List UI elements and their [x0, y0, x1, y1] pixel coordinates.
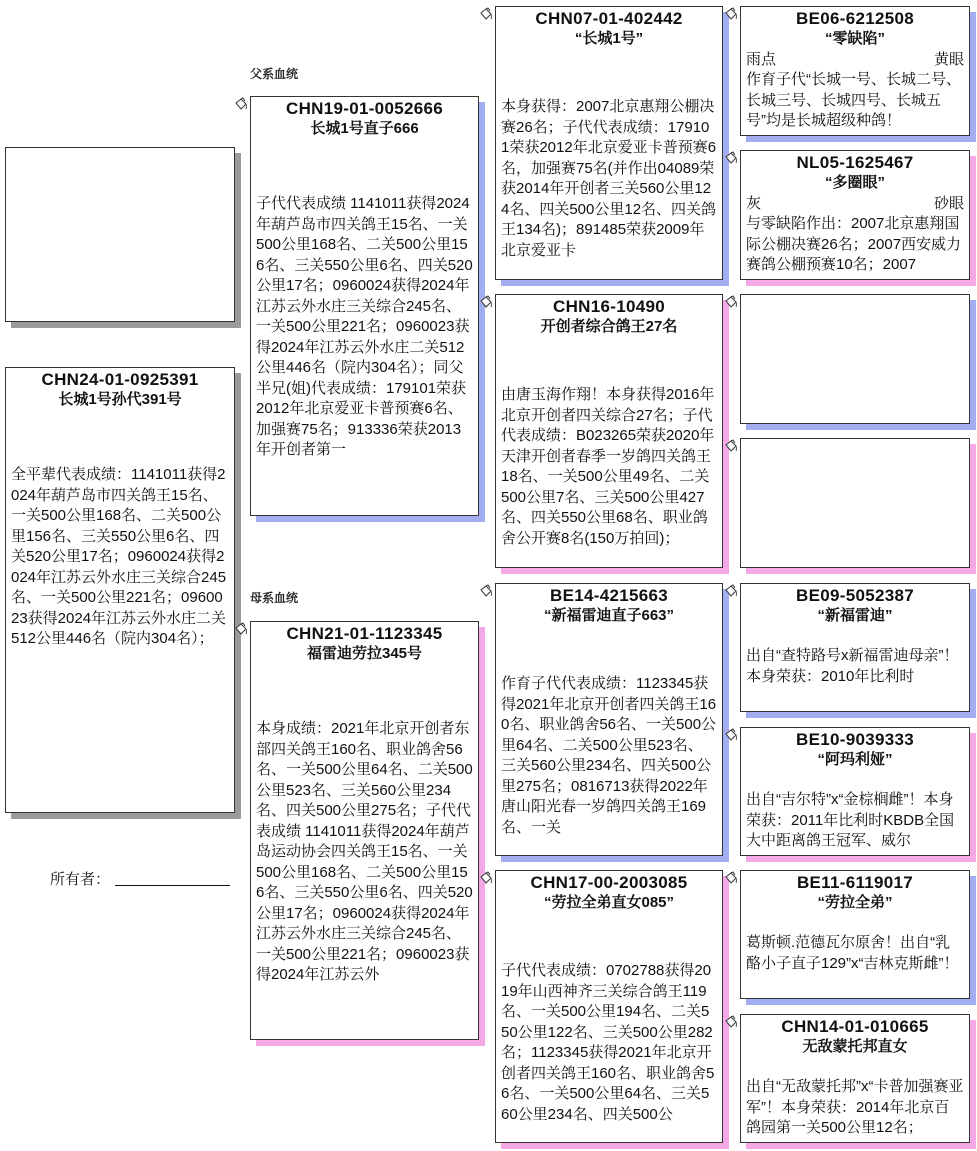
- pigeon-card-sds[interactable]: [740, 294, 970, 424]
- pigeon-description: 葛斯顿.范德瓦尔原舍！出自“乳酪小子直子129”x“吉林克斯雌”！: [746, 934, 959, 972]
- pigeon-name: “多圈眼”: [824, 174, 885, 191]
- pigeon-card-sire[interactable]: [250, 96, 479, 516]
- pigeon-card-subject[interactable]: [5, 367, 235, 813]
- paint-bucket-icon[interactable]: [479, 584, 493, 598]
- pigeon-card-ddd[interactable]: [740, 1014, 970, 1143]
- pigeon-name: “劳拉全弟直女085”: [543, 894, 675, 911]
- ring-number: CHN17-00-2003085: [530, 873, 688, 892]
- paint-bucket-icon[interactable]: [724, 728, 738, 742]
- ring-number: CHN14-01-010665: [781, 1017, 929, 1036]
- pigeon-name: “长城1号”: [574, 30, 644, 47]
- pigeon-name: 福雷迪劳拉345号: [306, 645, 423, 662]
- ring-number: BE14-4215663: [550, 586, 668, 605]
- pigeon-color: 雨点: [746, 51, 777, 68]
- pigeon-description: 子代代表成绩：0702788获得2019年山西神齐三关综合鸽王119名、一关500公里194名、二关550公里122名、三关500公里282名；1123345获得2021年北京开创者四关鸽王160名、职业鸽舍56名、一关500公里64名、三关560公里234名、四关500公: [501, 962, 715, 1123]
- pigeon-card-dam[interactable]: [250, 621, 479, 1040]
- ring-number: NL05-1625467: [796, 153, 914, 172]
- ring-number: BE06-6212508: [796, 9, 914, 28]
- pigeon-card-dds[interactable]: [740, 870, 970, 999]
- ring-number: CHN16-10490: [553, 297, 665, 316]
- pigeon-description: 本身成绩：2021年北京开创者东部四关鸽王160名、职业鸽舍56名、一关500公里64名、二关500公里523名、三关560公里234名、四关500公里275名；子代代表成绩 1141011获得2024年葫芦岛运动协会四关鸽王15名、一关500公里168名、二关500公里156名、三关550公里6名、四关520公里17名；0960024获得2024年江苏云外水庄三关综合245名、一关500公里221名；0960023获得2024年江苏云外: [256, 720, 473, 983]
- pigeon-name: 开创者综合鸽王27名: [540, 318, 678, 335]
- pigeon-attributes: [746, 49, 964, 70]
- pigeon-name: 长城1号直子666: [310, 120, 419, 137]
- pigeon-name: “新福雷迪直子663”: [543, 607, 675, 624]
- ring-number: BE11-6119017: [796, 873, 914, 892]
- paint-bucket-icon[interactable]: [479, 295, 493, 309]
- pigeon-description: 出自“查特路号x新福雷迪母亲”！本身荣获：2010年比利时: [746, 647, 959, 685]
- paint-bucket-icon[interactable]: [724, 151, 738, 165]
- pigeon-card-ssd[interactable]: [740, 150, 970, 280]
- pigeon-name: “阿玛利娅”: [817, 751, 893, 768]
- pigeon-name: 长城1号孙代391号: [58, 391, 182, 408]
- paint-bucket-icon[interactable]: [234, 622, 248, 636]
- owner-label: 所有者：: [50, 871, 111, 888]
- pigeon-name: “新福雷迪”: [817, 607, 893, 624]
- pigeon-attributes: [746, 193, 964, 214]
- pigeon-color: 灰: [746, 195, 762, 212]
- pigeon-description: 出自“无敌蒙托邦”x“卡普加强赛亚军”！本身荣获：2014年北京百鸽园第一关500公里12名；: [746, 1078, 964, 1136]
- owner-field[interactable]: [115, 885, 230, 886]
- pigeon-card-sd[interactable]: [495, 294, 723, 568]
- pigeon-description: 作育子代代表成绩：1123345获得2021年北京开创者四关鸽王160名、职业鸽舍56名、一关500公里64名、二关500公里523名、三关560公里234名、四关500公里275名；0816713获得2022年唐山阳光春一岁鸽四关鸽王169名、一关: [501, 675, 717, 836]
- paint-bucket-icon[interactable]: [724, 584, 738, 598]
- paint-bucket-icon[interactable]: [724, 439, 738, 453]
- pigeon-card-dd[interactable]: [495, 870, 723, 1143]
- paint-bucket-icon[interactable]: [724, 295, 738, 309]
- ring-number: BE10-9039333: [796, 730, 914, 749]
- paint-bucket-icon[interactable]: [724, 871, 738, 885]
- paint-bucket-icon[interactable]: [479, 871, 493, 885]
- pigeon-description: 本身获得：2007北京惠翔公棚决赛26名；子代代表成绩：179101荣获2012年北京爱亚卡普预赛6名，加强赛75名(并作出04089荣获2014年开创者三关560公里124名、四关500公里12名、四关鸽王134名)；891485荣获2009年北京爱亚卡: [501, 98, 717, 259]
- pigeon-description: 与零缺陷作出：2007北京惠翔国际公棚决赛26名；2007西安威力赛鸽公棚预赛10名；2007: [746, 215, 962, 273]
- pigeon-card-dss[interactable]: [740, 583, 970, 712]
- pigeon-card-ds[interactable]: [495, 583, 723, 856]
- pigeon-description: 子代代表成绩 1141011获得2024年葫芦岛市四关鸽王15名、一关500公里168名、二关500公里156名、三关550公里6名、四关520公里17名；0960024获得2024年江苏云外水庄三关综合245名、一关500公里221名；0960023获得2024年江苏云外水庄二关512公里446名（院内304名）；同父半兄(姐)代表成绩：179101荣获2012年北京爱亚卡普预赛6名、加强赛75名；913336荣获2013年开创者第一: [256, 195, 473, 458]
- pigeon-description: 作育子代“长城一号、长城二号、长城三号、长城四号、长城五号”均是长城超级种鸽！: [746, 71, 961, 129]
- paint-bucket-icon[interactable]: [724, 1015, 738, 1029]
- pigeon-eye: 黄眼: [933, 51, 964, 68]
- photo-box: [5, 147, 235, 322]
- pigeon-name: “零缺陷”: [824, 30, 885, 47]
- pigeon-description: 出自“吉尔特”x“金棕榈雌”！本身荣获：2011年比利时KBDB全国大中距离鸽王冠军、威尔: [746, 791, 955, 849]
- pigeon-eye: 砂眼: [933, 195, 964, 212]
- pigeon-card-dsd[interactable]: [740, 727, 970, 856]
- ring-number: BE09-5052387: [796, 586, 914, 605]
- dam-line-label: 母系血统: [250, 591, 299, 605]
- ring-number: CHN19-01-0052666: [286, 99, 443, 118]
- paint-bucket-icon[interactable]: [724, 7, 738, 21]
- pigeon-name: 无敌蒙托邦直女: [802, 1038, 908, 1055]
- ring-number: CHN24-01-0925391: [41, 370, 199, 389]
- pigeon-card-sss[interactable]: [740, 6, 970, 136]
- paint-bucket-icon[interactable]: [479, 7, 493, 21]
- pigeon-card-ss[interactable]: [495, 6, 723, 280]
- pigeon-description: 由唐玉海作翔！本身获得2016年北京开创者四关综合27名；子代代表成绩：B023265荣获2020年天津开创者春季一岁鸽四关鸽王18名、一关500公里49名、二关500公里7名、三关500公里427名、四关550公里68名、职业鸽舍公开赛8名(150万拍回)；: [501, 386, 715, 547]
- pigeon-name: “劳拉全弟”: [817, 894, 893, 911]
- pigeon-card-sdd[interactable]: [740, 438, 970, 568]
- paint-bucket-icon[interactable]: [234, 97, 248, 111]
- ring-number: CHN07-01-402442: [535, 9, 683, 28]
- ring-number: CHN21-01-1123345: [286, 624, 443, 643]
- pigeon-description: 全平辈代表成绩：1141011获得2024年葫芦岛市四关鸽王15名、一关500公里168名、二关500公里156名、三关550公里6名、四关520公里17名；0960024获得2024年江苏云外水庄三关综合245名、一关500公里221名；0960023获得2024年江苏云外水庄二关512公里446名（院内304名）；: [11, 466, 227, 647]
- sire-line-label: 父系血统: [250, 67, 299, 81]
